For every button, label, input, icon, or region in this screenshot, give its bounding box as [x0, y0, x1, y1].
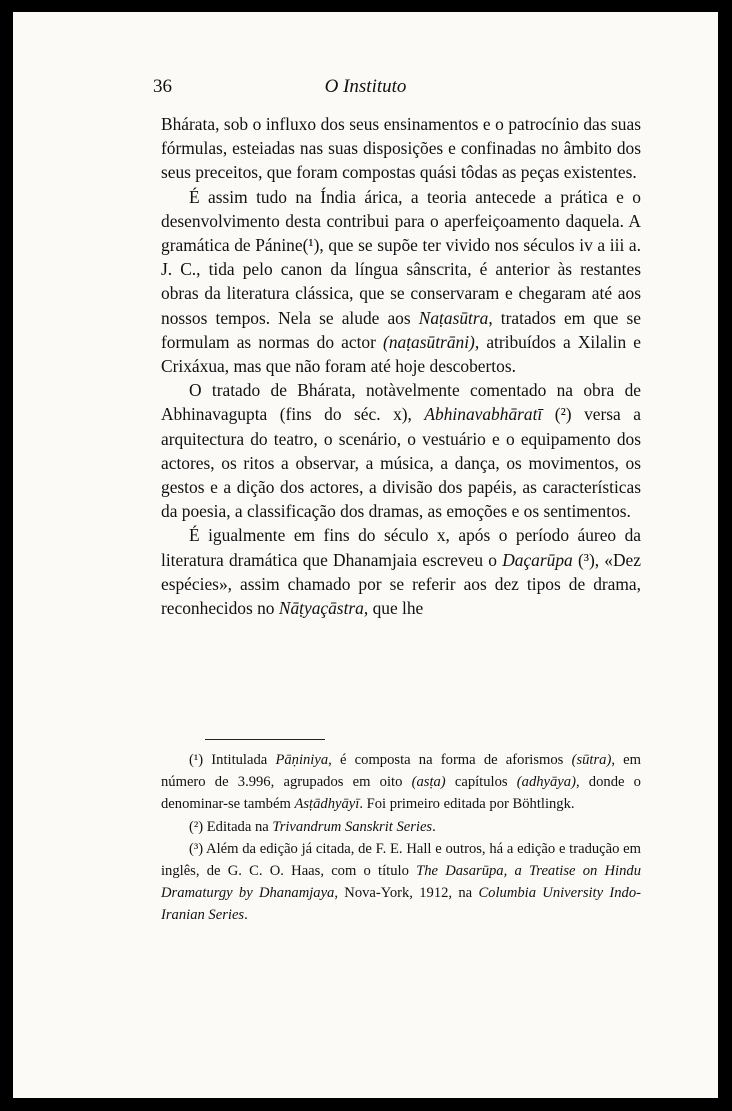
paragraph-2-text-b: , que se supõe ter vivido nos séculos iv a iii a. J. C., tida pelo canon da língua sânscrita, é anterior às restantes obras da literatura clássica, que se conservaram e chegaram até aos nossos tempos. Nela se alude aos [161, 235, 641, 328]
term-natasutra: Naṭasūtra [418, 307, 489, 328]
footnote-1-text-c: capítulos [445, 774, 517, 791]
footnote-3-text-a: , Nova-York, 1912, na [334, 885, 479, 902]
term-natyacastra: Nāṭyaçāstra [278, 598, 364, 619]
footnotes [161, 749, 641, 927]
term-dasarupa-title: The Dasarūpa, a Treatise on Hindu Dramaturgy by Dhanamjaya [161, 863, 642, 902]
paragraph-2 [161, 185, 641, 379]
footnote-3 [161, 838, 641, 927]
term-dacarupa: Daçarūpa [502, 549, 573, 570]
footnote-3-end: . [244, 907, 248, 924]
term-asta: (asṭa) [411, 774, 446, 791]
paragraph-1-text: Bhárata, sob o influxo dos seus ensinamentos e o patrocínio das suas fórmulas, esteiadas nas suas disposições e confinadas no âmbito dos seus preceitos, que foram compostas quási tôdas as peças existentes. [161, 114, 641, 183]
page-number: 36 [153, 76, 172, 97]
paragraph-3-text-a: O tratado de Bhárata, notàvelmente comentado na obra de Abhinavagupta (fins do séc. x), [161, 380, 641, 425]
paragraph-3 [161, 378, 641, 523]
term-astadhyayi: Asṭādhyāyī [294, 796, 360, 813]
footnote-1-text-d: , donde o denominar-se também [161, 774, 641, 813]
paragraph-3-text-b: versa a arquitectura do teatro, o scenário, o vestuário e o equipamento dos actores, os ritos a observar, a música, a dança, os movimentos, os gestos e a dição dos actores, a divisão dos papéis, as características da poesia, a classificação dos dramas, as emoções e os sentimentos. [161, 404, 641, 522]
footnote-1-lead: (¹) Intitulada [189, 752, 276, 768]
paragraph-4-text-c: , que lhe [363, 598, 424, 619]
footnote-ref-3: (³) [572, 549, 595, 570]
paragraph-1 [161, 112, 641, 185]
body-text [161, 112, 641, 620]
term-sutra: (sūtra) [571, 752, 612, 768]
footnote-1-text-a: , é composta na forma de aforismos [328, 752, 572, 768]
footnote-2-end: . [432, 818, 436, 835]
paragraph-4 [161, 523, 641, 620]
footnote-3-lead: (³) Além da edição já citada, de F. E. Hall e outros, há a edição e tradução em inglês, de G. C. O. Haas, com o título [161, 840, 641, 880]
footnote-1-text-b: , em número de 3.996, agrupados em oito [161, 752, 641, 791]
paragraph-4-text-b: , «Dez espécies», assim chamado por se referir aos dez tipos de drama, reconhecidos no [161, 549, 641, 619]
book-page [13, 12, 718, 1098]
term-columbia-series: Columbia University Indo-Iranian Series [161, 885, 641, 924]
paragraph-2-text-d: , atribuídos a Xilalin e Crixáxua, mas que não foram até hoje descobertos. [161, 331, 641, 377]
footnote-1 [161, 749, 641, 816]
paragraph-2-text-a: É assim tudo na Índia árica, a teoria antecede a prática e o desenvolvimento desta contribui para o aperfeiçoamento daquela. A gramática de Pánine [161, 186, 641, 256]
paragraph-4-text-a: É igualmente em fins do século x, após o período áureo da literatura dramática que Dhanamjaia escreveu o [161, 525, 641, 570]
footnote-ref-1: (¹) [302, 235, 320, 256]
term-trivandrum-series: Trivandrum Sanskrit Series [272, 818, 433, 835]
footnote-2 [161, 816, 641, 838]
footnote-divider [205, 739, 325, 740]
running-title: O Instituto [324, 76, 407, 97]
term-abhinavabharati: Abhinavabhāratī [424, 404, 543, 425]
footnote-1-text-e: . Foi primeiro editada por Böhtlingk. [359, 796, 575, 813]
paragraph-2-text-c: , tratados em que se formulam as normas do actor [161, 307, 641, 352]
page-header [13, 72, 718, 102]
footnote-ref-2: (²) [542, 404, 572, 425]
term-natasutrani: (naṭasūtrāni) [383, 331, 475, 352]
footnote-2-lead: (²) Editada na [189, 818, 273, 835]
term-paniniya: Pāṇiniya [275, 752, 329, 768]
term-adhyaya: (adhyāya) [516, 774, 576, 791]
